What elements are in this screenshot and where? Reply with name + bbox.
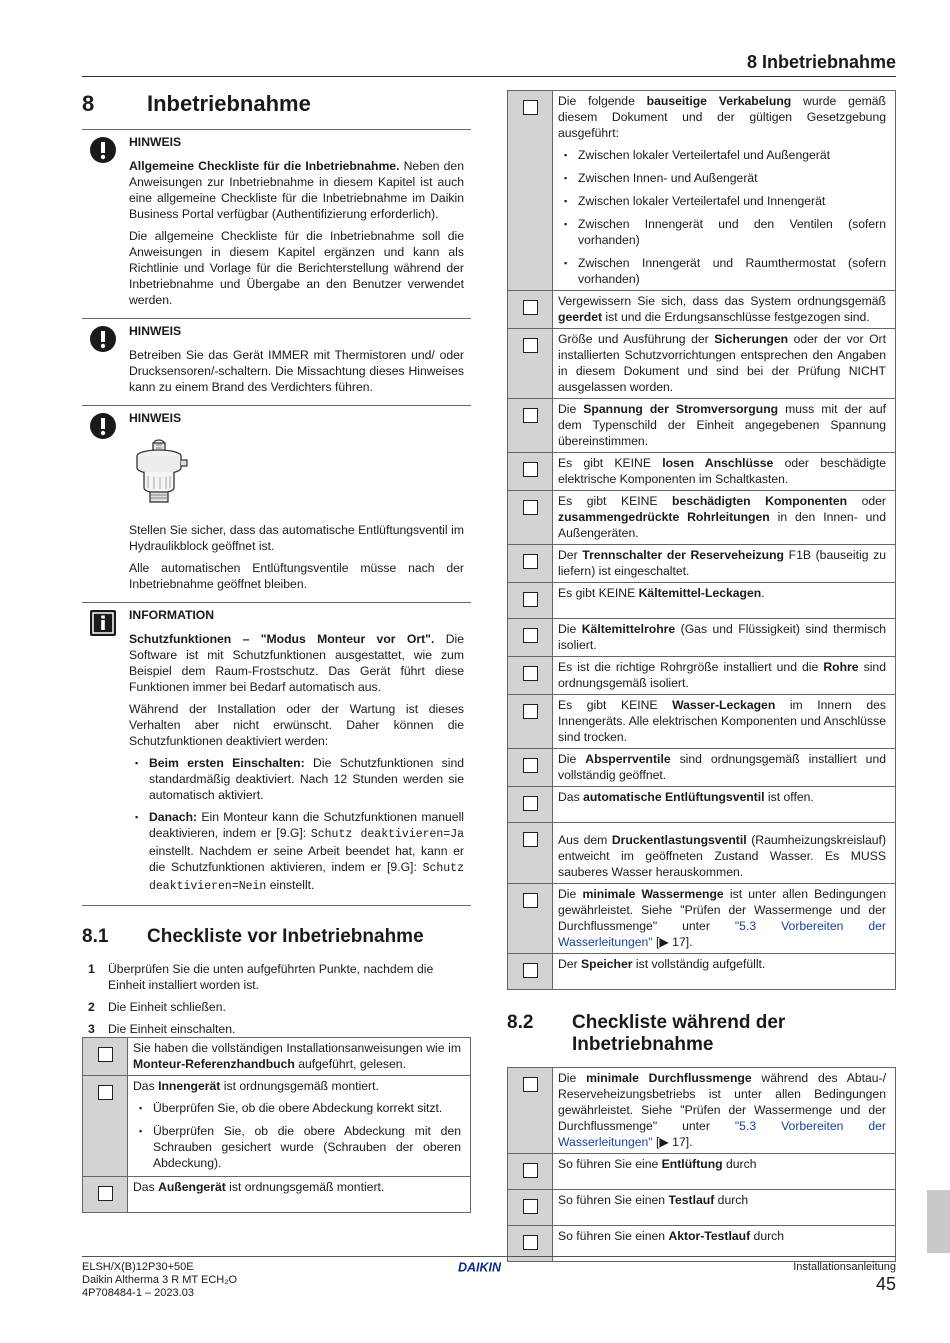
list-item: ▪ Zwischen lokaler Verteilertafel und Innengerät: [558, 193, 886, 209]
checklist-text: Der Speicher ist vollständig aufgefüllt.: [553, 954, 896, 990]
checkbox[interactable]: [523, 554, 538, 569]
cross-reference-link[interactable]: "5.3 Vorbereiten der Wasserleitungen": [558, 919, 886, 949]
list-item: ▪ Zwischen Innen- und Außengerät: [558, 170, 886, 186]
checklist-text: Es gibt KEINE losen Anschlüsse oder beschädigte elektrische Komponenten im Schaltkasten.: [553, 453, 896, 491]
checkbox[interactable]: [523, 300, 538, 315]
right-column: [507, 90, 896, 1262]
checklist-text: Die Absperrventile sind ordnungsgemäß installiert und vollständig geöffnet.: [553, 749, 896, 787]
page-footer: [82, 1256, 896, 1300]
checklist-row: [508, 1154, 896, 1190]
checkbox[interactable]: [523, 832, 538, 847]
list-item: ▪ Zwischen Innengerät und Raumthermostat (sofern vorhanden): [558, 255, 886, 287]
checkbox[interactable]: [98, 1186, 113, 1201]
checklist-row: [508, 823, 896, 884]
checkbox-cell: [83, 1076, 128, 1177]
notice-text: Die allgemeine Checkliste für die Inbetriebnahme soll die Anweisungen in diesem Kapitel ergänzen und kann als Richtlinie und Vorlage für die Berichterstellung während der Inbetriebnahme und Übergabe an den Benutzer verwendet werden.: [129, 229, 464, 307]
checklist-row: [508, 91, 896, 291]
checklist-row: [508, 291, 896, 329]
checkbox[interactable]: [523, 796, 538, 811]
checklist-text: Die minimale Wassermenge ist unter allen Bedingungen gewährleistet. Siehe "Prüfen der Wassermenge und der Durchflussmenge" unter "5.3 Vorbereiten der Wasserleitungen" [▶ 17].: [553, 884, 896, 954]
checkbox[interactable]: [523, 628, 538, 643]
checklist-during-commissioning: [507, 1067, 896, 1262]
svg-text:DAIKIN: DAIKIN: [458, 1260, 502, 1274]
checklist-before-commissioning-left: [82, 1037, 471, 1213]
checklist-row: [508, 787, 896, 823]
checklist-row: [508, 491, 896, 545]
checkbox-cell: [83, 1177, 128, 1213]
checkbox-cell: [83, 1038, 128, 1076]
notice-text: Während der Installation oder der Wartung ist dieses Verhalten aber nicht erwünscht. Daher können die Schutzfunktionen deaktiviert werden:: [129, 702, 464, 748]
notice-text: Alle automatischen Entlüftungsventile müsse nach der Inbetriebnahme geöffnet bleiben.: [129, 561, 464, 591]
checkbox[interactable]: [523, 338, 538, 353]
checklist-text: Es gibt KEINE Kältemittel-Leckagen.: [553, 583, 896, 619]
cross-reference-link[interactable]: "5.3 Vorbereiten der Wasserleitungen": [558, 1119, 886, 1149]
checklist-row: [508, 619, 896, 657]
checkbox-cell: [508, 91, 553, 291]
footer-document-info: ELSH/X(B)12P30+50E Daikin Altherma 3 R MT ECH₂O 4P708484-1 – 2023.03: [82, 1261, 238, 1299]
left-column: [82, 90, 471, 1213]
checklist-text: Das Innengerät ist ordnungsgemäß montiert. ▪ Überprüfen Sie, ob die obere Abdeckung korrekt sitzt. ▪ Überprüfen Sie, ob die obere Abdeckung mit den Schrauben gesichert wurde (Schrauben der oberen Abdeckung).: [128, 1076, 471, 1177]
checklist-text: Die minimale Durchflussmenge während des Abtau-/ Reserveheizungsbetriebs ist unter allen Bedingungen gewährleistet. Siehe "Prüfen der Wassermenge und der Durchflussmenge" unter "5.3 Vorbereiten der Wasserleitungen" [▶ 17].: [553, 1068, 896, 1154]
air-purge-valve-illustration: [129, 432, 189, 512]
checklist-row: [508, 453, 896, 491]
checklist-text: So führen Sie eine Entlüftung durch: [553, 1154, 896, 1190]
checklist-row: [508, 749, 896, 787]
checkbox[interactable]: [98, 1047, 113, 1062]
notice-general-checklist: [82, 129, 471, 319]
checklist-row: [508, 545, 896, 583]
checklist-text: Sie haben die vollständigen Installationsanweisungen wie im Monteur-Referenzhandbuch aufgeführt, gelesen.: [128, 1038, 471, 1076]
daikin-logo: [458, 1260, 520, 1278]
checklist-row: [508, 884, 896, 954]
checklist-row: [508, 695, 896, 749]
checklist-text: Das Außengerät ist ordnungsgemäß montiert.: [128, 1177, 471, 1213]
notice-text: Allgemeine Checkliste für die Inbetriebnahme. Neben den Anweisungen zur Inbetriebnahme in diesem Kapitel ist auch eine allgemeine Checkliste für die Inbetriebnahme im Daikin Business Portal verfügbar (Authentifizierung erforderlich).: [129, 159, 464, 221]
checkbox[interactable]: [523, 704, 538, 719]
checklist-row: [83, 1177, 471, 1213]
checklist-text: Die Spannung der Stromversorgung muss mit der auf dem Typenschild der Einheit angegebenen Spannung übereinstimmen.: [553, 399, 896, 453]
information-icon: [89, 609, 117, 637]
checklist-row: [508, 583, 896, 619]
checklist-text: Vergewissern Sie sich, dass das System ordnungsgemäß geerdet ist und die Erdungsanschlüsse festgezogen sind.: [553, 291, 896, 329]
step-item: 1 Überprüfen Sie die unten aufgeführten Punkte, nachdem die Einheit installiert worden ist.: [88, 962, 434, 992]
section-title-8-1: 8.1 Checkliste vor Inbetriebnahme: [82, 926, 424, 947]
information-protection-functions: [82, 603, 471, 906]
step-list: [82, 961, 471, 1037]
checkbox[interactable]: [523, 462, 538, 477]
checklist-text: Es ist die richtige Rohrgröße installiert und die Rohre sind ordnungsgemäß isoliert.: [553, 657, 896, 695]
checkbox[interactable]: [523, 1199, 538, 1214]
notice-title: INFORMATION: [129, 608, 215, 622]
checkbox[interactable]: [523, 893, 538, 908]
warning-icon: [89, 325, 117, 353]
step-item: 3 Die Einheit einschalten.: [88, 1022, 236, 1036]
checklist-row: [508, 1068, 896, 1154]
checklist-text: Das automatische Entlüftungsventil ist offen.: [553, 787, 896, 823]
checkbox[interactable]: [523, 100, 538, 115]
notice-text: Stellen Sie sicher, dass das automatische Entlüftungsventil im Hydraulikblock geöffnet ist.: [129, 523, 464, 553]
bullet-list: [129, 755, 464, 895]
checkbox[interactable]: [98, 1085, 113, 1100]
checklist-text: Aus dem Druckentlastungsventil (Raumheizungskreislauf) entweicht im geöffneten Zustand Wasser. Es MUSS sauberes Wasser herauskommen.: [553, 823, 896, 884]
warning-icon: [89, 136, 117, 164]
notice-title: HINWEIS: [129, 324, 182, 338]
checklist-row: [508, 1190, 896, 1226]
checklist-text: So führen Sie einen Aktor-Testlauf durch: [553, 1226, 896, 1262]
checklist-text: Die folgende bauseitige Verkabelung wurde gemäß diesem Dokument und der gültigen Gesetzgebung ausgeführt: ▪ Zwischen lokaler Verteilertafel und Außengerät ▪ Zwischen Innen- und Außengerät ▪ Zwischen lokaler Verteilertafel und Innengerät ▪ Zwischen Innengerät und den Ventilen (sofern vorhanden) ▪ Zwischen Innengerät und Raumthermostat (sofern vorhanden): [553, 91, 896, 291]
notice-title: HINWEIS: [129, 411, 182, 425]
list-item: ▪ Danach: Ein Monteur kann die Schutzfunktionen manuell deaktivieren, indem er [9.G]: Schutz deaktivieren=Ja einstellt. Nachdem er seine Arbeit beendet hat, kann er die Schutzfunktionen aktivieren, indem er [9.G]: Schutz deaktivieren=Nein einstellt.: [129, 809, 464, 895]
chapter-title: [82, 90, 471, 118]
checkbox[interactable]: [523, 1077, 538, 1092]
checkbox[interactable]: [523, 408, 538, 423]
list-item: ▪ Überprüfen Sie, ob die obere Abdeckung korrekt sitzt.: [133, 1100, 461, 1116]
checklist-text: So führen Sie einen Testlauf durch: [553, 1190, 896, 1226]
list-item: ▪ Zwischen lokaler Verteilertafel und Außengerät: [558, 147, 886, 163]
warning-icon: [89, 412, 117, 440]
daikin-logo-mark: [458, 1260, 520, 1274]
section-title-8-2: 8.2 Checkliste während der Inbetriebnahme: [507, 1012, 786, 1055]
checklist-row: [83, 1076, 471, 1177]
checklist-before-commissioning-right: [507, 90, 896, 990]
running-header: [82, 50, 896, 77]
checkbox[interactable]: [523, 500, 538, 515]
checkbox[interactable]: [523, 666, 538, 681]
list-item: ▪ Zwischen Innengerät und den Ventilen (sofern vorhanden): [558, 216, 886, 248]
list-item: ▪ Überprüfen Sie, ob die obere Abdeckung mit den Schrauben gesichert wurde (Schrauben der oberen Abdeckung).: [133, 1123, 461, 1171]
checklist-row: [508, 329, 896, 399]
notice-text: Betreiben Sie das Gerät IMMER mit Thermistoren und/ oder Drucksensoren/-schaltern. Die Missachtung dieses Hinweises kann zu einem Brand des Verdichters führen.: [129, 348, 464, 394]
checklist-text: Es gibt KEINE beschädigten Komponenten oder zusammengedrückte Rohrleitungen in den Innen- und Außengeräten.: [553, 491, 896, 545]
chapter-number: 8: [82, 91, 95, 116]
checklist-text: Der Trennschalter der Reserveheizung F1B (bauseitig zu liefern) ist eingeschaltet.: [553, 545, 896, 583]
checklist-text: Es gibt KEINE Wasser-Leckagen im Innern des Innengeräts. Alle elektrischen Komponenten und Anschlüsse sind trocken.: [553, 695, 896, 749]
checklist-text: Die Kältemittelrohre (Gas und Flüssigkeit) sind thermisch isoliert.: [553, 619, 896, 657]
chapter-title-text: Inbetriebnahme: [147, 91, 311, 116]
chapter-tab-marker: [927, 1190, 950, 1253]
checkbox[interactable]: [523, 758, 538, 773]
notice-text: Schutzfunktionen – "Modus Monteur vor Ort". Die Software ist mit Schutzfunktionen ausgestattet, wie zum Beispiel dem Raum-Frostschutz. Das Gerät führt diese Funktionen immer bei Bedarf automatisch aus.: [129, 632, 464, 694]
step-item: 2 Die Einheit schließen.: [88, 1000, 226, 1014]
checkbox[interactable]: [523, 1235, 538, 1250]
checkbox[interactable]: [523, 592, 538, 607]
checkbox[interactable]: [523, 1163, 538, 1178]
checklist-row: [508, 399, 896, 453]
checklist-row: [508, 954, 896, 990]
checklist-row: [83, 1038, 471, 1076]
notice-title: HINWEIS: [129, 135, 182, 149]
checkbox[interactable]: [523, 963, 538, 978]
notice-air-purge-valve: [82, 406, 471, 603]
checklist-row: [508, 657, 896, 695]
checklist-text: Größe und Ausführung der Sicherungen oder der vor Ort installierten Schutzvorrichtungen entsprechen den Angaben in diesem Dokument und sind bei der Prüfung NICHT ausgelassen worden.: [553, 329, 896, 399]
notice-thermistors: [82, 319, 471, 406]
list-item: ▪ Beim ersten Einschalten: Die Schutzfunktionen sind standardmäßig deaktiviert. Nach 12 Stunden werden sie automatisch aktiviert.: [129, 755, 464, 803]
page-number: 45: [875, 1274, 896, 1294]
footer-page-info: Installationsanleitung 45: [793, 1261, 896, 1294]
running-header-title: 8 Inbetriebnahme: [746, 52, 896, 72]
